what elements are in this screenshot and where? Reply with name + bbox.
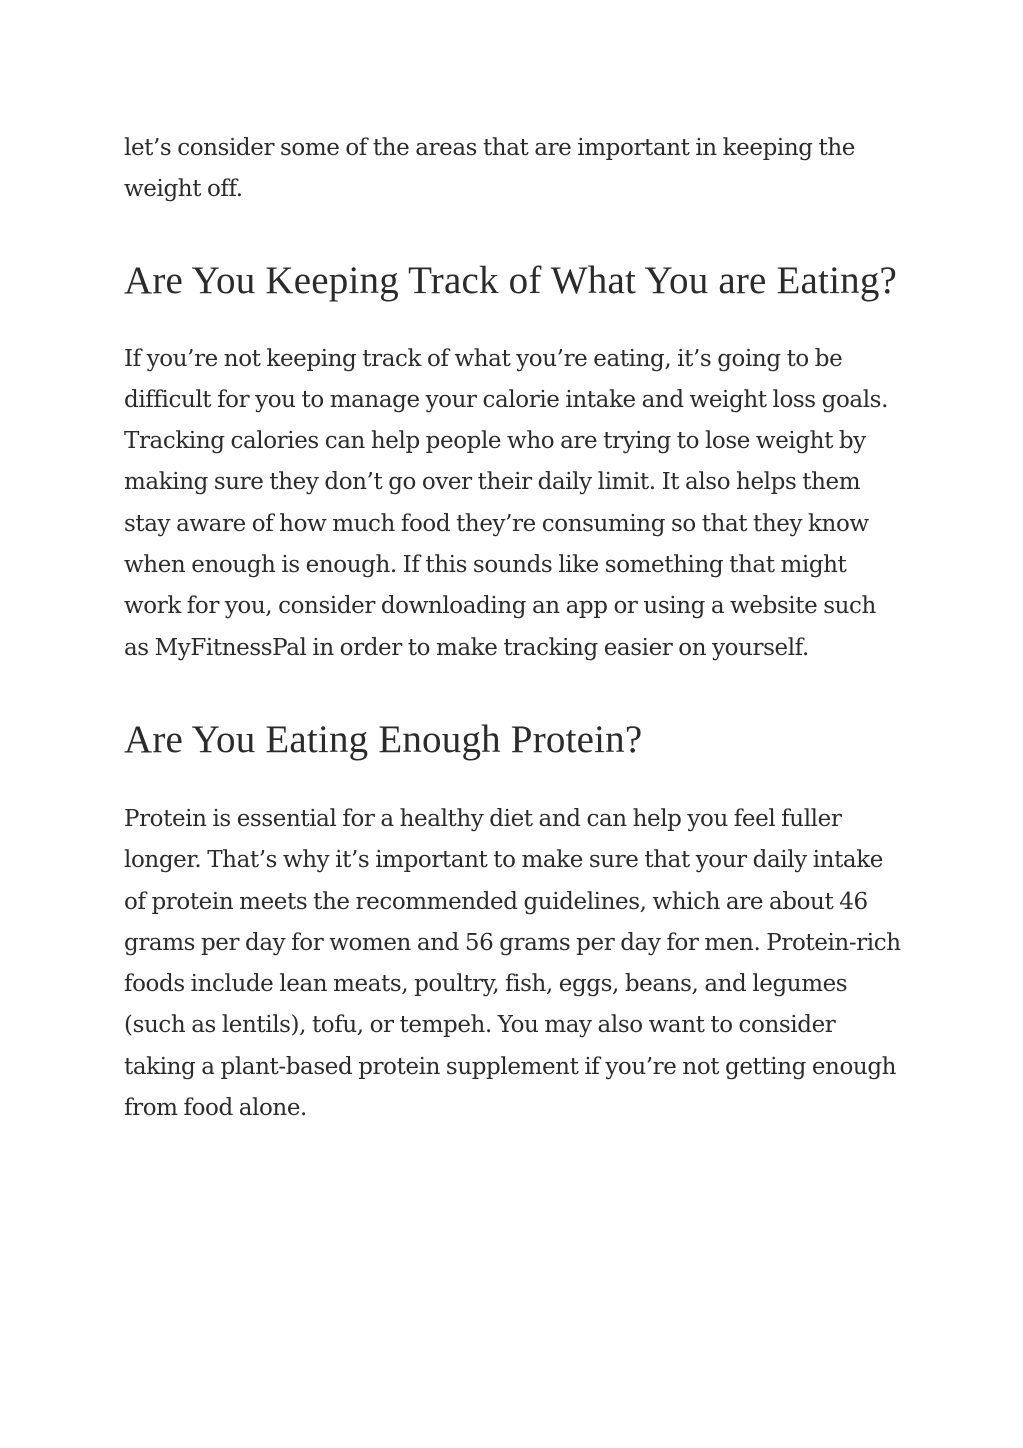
- section-heading-protein: Are You Eating Enough Protein?: [124, 717, 643, 761]
- section-body-protein: Protein is essential for a healthy diet and can help you feel fuller longer. That’s why it’s important to make sure that your daily intake of protein meets the recommended guidelines, which are about 46 grams per day for women and 56 grams per day for men. Protein-rich foods include lean meats, poultry, fish, eggs, beans, and legumes (such as lentils), tofu, or tempeh. You may also want to consider taking a plant-based protein supplement if you’re not getting enough from food alone.: [124, 805, 901, 1122]
- document-page: [124, 128, 904, 1129]
- section-heading-tracking: Are You Keeping Track of What You are Eating?: [124, 258, 898, 302]
- intro-paragraph: let’s consider some of the areas that are important in keeping the weight off.: [124, 135, 855, 203]
- section-body-tracking: If you’re not keeping track of what you’re eating, it’s going to be difficult for you to manage your calorie intake and weight loss goals. Tracking calories can help people who are trying to lose weight by making sure they don’t go over their daily limit. It also helps them stay aware of how much food they’re consuming so that they know when enough is enough. If this sounds like something that might work for you, consider downloading an app or using a website such as MyFitnessPal in order to make tracking easier on yourself.: [124, 345, 888, 661]
